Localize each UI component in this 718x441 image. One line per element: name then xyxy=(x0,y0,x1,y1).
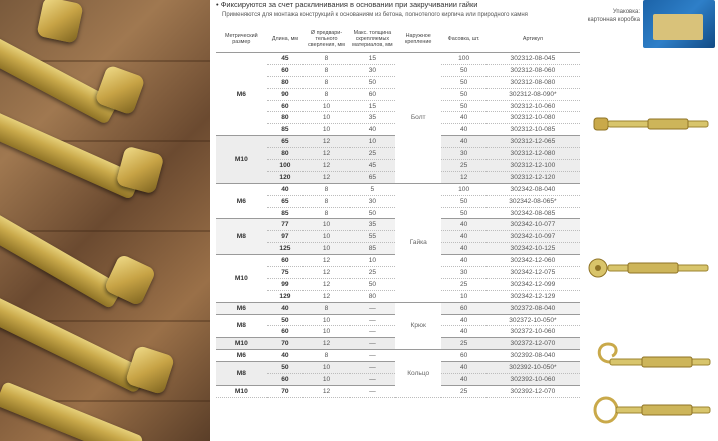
cell-metric: M6 xyxy=(216,302,267,314)
cell-thickness: — xyxy=(350,385,395,397)
cell-article: 302342-12-099 xyxy=(486,278,580,290)
cell-thickness: — xyxy=(350,374,395,386)
cell-pack: 40 xyxy=(441,374,485,386)
cell-length: 129 xyxy=(267,290,304,302)
packaging-box-image xyxy=(643,0,715,48)
cell-length: 60 xyxy=(267,326,304,338)
cell-thickness: 80 xyxy=(350,290,395,302)
cell-drill: 8 xyxy=(303,64,350,76)
cell-length: 70 xyxy=(267,385,304,397)
cell-length: 99 xyxy=(267,278,304,290)
cell-thickness: 10 xyxy=(350,136,395,148)
nut-anchor-illustration xyxy=(588,256,714,280)
cell-pack: 30 xyxy=(441,148,485,160)
application-note: Применяются для монтажа конструкций к основаниям из бетона, полнотелого кирпича или природного камня xyxy=(222,12,528,18)
cell-article: 302372-10-050* xyxy=(486,314,580,326)
cell-drill: 12 xyxy=(303,255,350,267)
cell-length: 60 xyxy=(267,374,304,386)
cell-drill: 8 xyxy=(303,76,350,88)
cell-thickness: 50 xyxy=(350,278,395,290)
cell-length: 70 xyxy=(267,338,304,350)
header-metric: Метрический размер xyxy=(224,33,258,45)
packing-label xyxy=(580,8,640,24)
cell-length: 60 xyxy=(267,255,304,267)
cell-drill: 12 xyxy=(303,148,350,160)
cell-article: 302342-08-065* xyxy=(486,195,580,207)
cell-article: 302312-12-080 xyxy=(486,148,580,160)
cell-drill: 8 xyxy=(303,88,350,100)
cell-drill: 12 xyxy=(303,290,350,302)
cell-drill: 8 xyxy=(303,53,350,65)
cell-thickness: 60 xyxy=(350,88,395,100)
header-pack: Фасовка, шт. xyxy=(447,36,480,42)
ring-anchor-illustration xyxy=(592,392,714,432)
cell-drill: 12 xyxy=(303,338,350,350)
cell-thickness: 55 xyxy=(350,231,395,243)
cell-article: 302372-08-040 xyxy=(486,302,580,314)
cell-drill: 12 xyxy=(303,385,350,397)
cell-length: 60 xyxy=(267,100,304,112)
cell-article: 302392-10-060 xyxy=(486,374,580,386)
cell-length: 65 xyxy=(267,195,304,207)
cell-metric: M8 xyxy=(216,219,267,255)
cell-article: 302342-12-129 xyxy=(486,290,580,302)
cell-thickness: 85 xyxy=(350,243,395,255)
header-thickness: Макс. толщина скрепляемых материалов, мм xyxy=(352,30,393,48)
cell-thickness: 25 xyxy=(350,148,395,160)
cell-thickness: — xyxy=(350,314,395,326)
cell-pack: 50 xyxy=(441,207,485,219)
cell-article: 302342-12-060 xyxy=(486,255,580,267)
cell-thickness: 40 xyxy=(350,124,395,136)
cell-drill: 12 xyxy=(303,267,350,279)
cell-thickness: 5 xyxy=(350,183,395,195)
cell-article: 302312-08-080 xyxy=(486,76,580,88)
cell-pack: 40 xyxy=(441,255,485,267)
cell-article: 302342-12-075 xyxy=(486,267,580,279)
cell-length: 50 xyxy=(267,362,304,374)
cell-article: 302342-08-085 xyxy=(486,207,580,219)
cell-drill: 10 xyxy=(303,243,350,255)
cell-pack: 40 xyxy=(441,112,485,124)
cell-metric: M10 xyxy=(216,385,267,397)
cell-thickness: — xyxy=(350,326,395,338)
cell-pack: 25 xyxy=(441,385,485,397)
cell-pack: 60 xyxy=(441,302,485,314)
cell-drill: 8 xyxy=(303,350,350,362)
cell-length: 90 xyxy=(267,88,304,100)
cell-fixing: Болт xyxy=(395,53,441,184)
cell-metric: M8 xyxy=(216,362,267,386)
cell-article: 302312-08-090* xyxy=(486,88,580,100)
cell-thickness: 30 xyxy=(350,195,395,207)
cell-pack: 50 xyxy=(441,64,485,76)
cell-pack: 10 xyxy=(441,290,485,302)
cell-article: 302312-08-045 xyxy=(486,53,580,65)
cell-pack: 25 xyxy=(441,278,485,290)
cell-pack: 40 xyxy=(441,136,485,148)
cell-pack: 50 xyxy=(441,195,485,207)
table-row xyxy=(216,183,580,195)
cell-thickness: 25 xyxy=(350,267,395,279)
cell-drill: 8 xyxy=(303,302,350,314)
cell-length: 80 xyxy=(267,76,304,88)
cell-pack: 12 xyxy=(441,171,485,183)
cell-thickness: — xyxy=(350,302,395,314)
cell-drill: 12 xyxy=(303,278,350,290)
cell-thickness: 45 xyxy=(350,160,395,172)
cell-pack: 40 xyxy=(441,243,485,255)
hook-anchor-illustration xyxy=(592,340,714,380)
cell-drill: 10 xyxy=(303,124,350,136)
cell-drill: 10 xyxy=(303,219,350,231)
cell-length: 100 xyxy=(267,160,304,172)
cell-pack: 40 xyxy=(441,362,485,374)
cell-article: 302342-10-077 xyxy=(486,219,580,231)
cell-article: 302312-12-065 xyxy=(486,136,580,148)
cell-pack: 25 xyxy=(441,338,485,350)
cell-fixing: Гайка xyxy=(395,183,441,302)
cell-thickness: 10 xyxy=(350,255,395,267)
cell-thickness: 50 xyxy=(350,76,395,88)
cell-length: 120 xyxy=(267,171,304,183)
feature-bullet: • Фиксируются за счет расклинивания в основании при закручивании гайки xyxy=(216,0,478,9)
cell-length: 45 xyxy=(267,53,304,65)
cell-length: 60 xyxy=(267,64,304,76)
cell-length: 75 xyxy=(267,267,304,279)
cell-article: 302312-10-085 xyxy=(486,124,580,136)
header-article: Артикул xyxy=(522,36,543,42)
cell-drill: 12 xyxy=(303,171,350,183)
cell-pack: 100 xyxy=(441,53,485,65)
cell-thickness: 15 xyxy=(350,100,395,112)
header-fixing: Наружное крепление xyxy=(405,33,432,45)
cell-pack: 40 xyxy=(441,314,485,326)
table-row xyxy=(216,302,580,314)
cell-article: 302392-12-070 xyxy=(486,385,580,397)
cell-metric: M10 xyxy=(216,255,267,303)
cell-length: 80 xyxy=(267,148,304,160)
cell-fixing: Кольцо xyxy=(395,350,441,398)
cell-length: 40 xyxy=(267,302,304,314)
table-header-row xyxy=(216,26,580,53)
cell-thickness: — xyxy=(350,362,395,374)
cell-thickness: 35 xyxy=(350,112,395,124)
cell-drill: 8 xyxy=(303,183,350,195)
cell-drill: 8 xyxy=(303,195,350,207)
cell-thickness: — xyxy=(350,350,395,362)
cell-drill: 8 xyxy=(303,207,350,219)
cell-length: 125 xyxy=(267,243,304,255)
cell-drill: 10 xyxy=(303,326,350,338)
cell-thickness: — xyxy=(350,338,395,350)
cell-article: 302372-10-060 xyxy=(486,326,580,338)
cell-metric: M6 xyxy=(216,350,267,362)
bolt-anchor-illustration xyxy=(588,112,714,136)
cell-article: 302372-12-070 xyxy=(486,338,580,350)
cell-length: 77 xyxy=(267,219,304,231)
cell-article: 302342-08-040 xyxy=(486,183,580,195)
cell-length: 50 xyxy=(267,314,304,326)
cell-metric: M8 xyxy=(216,314,267,338)
product-photo xyxy=(0,0,210,441)
cell-length: 85 xyxy=(267,124,304,136)
cell-article: 302312-12-100 xyxy=(486,160,580,172)
cell-metric: M10 xyxy=(216,136,267,184)
cell-article: 302312-08-060 xyxy=(486,64,580,76)
cell-drill: 10 xyxy=(303,374,350,386)
cell-article: 302312-10-080 xyxy=(486,112,580,124)
cell-article: 302312-12-120 xyxy=(486,171,580,183)
cell-article: 302342-10-125 xyxy=(486,243,580,255)
cell-drill: 10 xyxy=(303,314,350,326)
cell-pack: 30 xyxy=(441,267,485,279)
cell-drill: 12 xyxy=(303,160,350,172)
cell-length: 40 xyxy=(267,183,304,195)
cell-length: 97 xyxy=(267,231,304,243)
cell-pack: 40 xyxy=(441,231,485,243)
cell-drill: 12 xyxy=(303,136,350,148)
cell-pack: 60 xyxy=(441,350,485,362)
cell-drill: 10 xyxy=(303,362,350,374)
cell-metric: M10 xyxy=(216,338,267,350)
cell-thickness: 15 xyxy=(350,53,395,65)
cell-pack: 40 xyxy=(441,326,485,338)
cell-length: 80 xyxy=(267,112,304,124)
table-row xyxy=(216,53,580,65)
cell-pack: 100 xyxy=(441,183,485,195)
cell-pack: 40 xyxy=(441,219,485,231)
cell-pack: 25 xyxy=(441,160,485,172)
header-length: Длина, мм xyxy=(271,36,299,42)
packing-label-line-1: Упаковка: xyxy=(612,9,640,15)
packing-label-line-2: картонная коробка xyxy=(587,17,640,23)
cell-thickness: 30 xyxy=(350,64,395,76)
cell-drill: 10 xyxy=(303,112,350,124)
cell-thickness: 35 xyxy=(350,219,395,231)
cell-metric: M6 xyxy=(216,183,267,219)
spec-table xyxy=(216,26,580,398)
cell-fixing: Крюк xyxy=(395,302,441,350)
box-window xyxy=(653,14,703,40)
cell-thickness: 65 xyxy=(350,171,395,183)
table-row xyxy=(216,350,580,362)
header-drill: Ø предвари-тельного сверления, мм xyxy=(308,30,345,48)
cell-article: 302342-10-097 xyxy=(486,231,580,243)
cell-length: 85 xyxy=(267,207,304,219)
cell-article: 302392-10-050* xyxy=(486,362,580,374)
cell-thickness: 50 xyxy=(350,207,395,219)
cell-length: 65 xyxy=(267,136,304,148)
cell-pack: 50 xyxy=(441,88,485,100)
cell-length: 40 xyxy=(267,350,304,362)
cell-drill: 10 xyxy=(303,231,350,243)
cell-pack: 50 xyxy=(441,100,485,112)
cell-pack: 40 xyxy=(441,124,485,136)
cell-article: 302392-08-040 xyxy=(486,350,580,362)
cell-article: 302312-10-060 xyxy=(486,100,580,112)
cell-drill: 10 xyxy=(303,100,350,112)
cell-metric: M6 xyxy=(216,53,267,136)
cell-pack: 50 xyxy=(441,76,485,88)
